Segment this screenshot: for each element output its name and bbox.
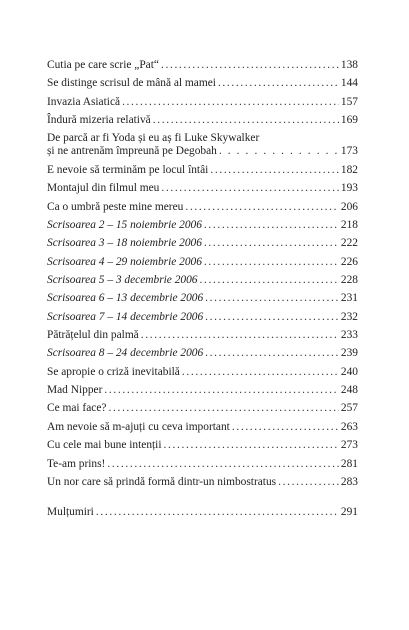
toc-entry-page: 193 <box>340 182 358 195</box>
toc-entry <box>47 384 358 397</box>
toc-entry <box>47 219 358 232</box>
toc-entry <box>47 476 358 489</box>
toc-entry-title: Invazia Asiatică <box>47 95 121 108</box>
toc-entry-line2 <box>47 145 358 158</box>
dot-leader <box>122 96 339 109</box>
dot-leader <box>219 145 339 158</box>
dot-leader <box>199 274 338 287</box>
toc-entry <box>47 421 358 434</box>
toc-entry-title: Scrisoarea 4 – 29 noiembrie 2006 <box>47 255 202 268</box>
toc-entry <box>47 201 358 214</box>
toc-entry <box>47 132 358 158</box>
dot-leader <box>205 347 339 360</box>
section-gap <box>47 494 358 505</box>
table-of-contents <box>47 59 358 524</box>
dot-leader <box>205 311 339 324</box>
toc-entry-title: Montajul din filmul meu <box>47 182 160 195</box>
toc-entry-acknowledgements <box>47 506 358 519</box>
dot-leader <box>210 164 339 177</box>
toc-entry <box>47 59 358 72</box>
dot-leader <box>204 256 339 269</box>
toc-entry-page: 291 <box>340 505 358 518</box>
toc-entry <box>47 347 358 360</box>
toc-entry-title: Cutia pe care scrie „Pat“ <box>47 59 159 71</box>
toc-entry <box>47 366 358 379</box>
toc-entry-page: 157 <box>340 95 358 108</box>
dot-leader <box>232 421 339 434</box>
toc-entry <box>47 311 358 324</box>
toc-entry-title: Scrisoarea 8 – 24 decembrie 2006 <box>47 347 204 360</box>
toc-entry-title-line1: De parcă ar fi Yoda și eu aș fi Luke Skywalker <box>47 132 260 145</box>
toc-entry <box>47 77 358 90</box>
toc-entry <box>47 164 358 177</box>
dot-leader <box>104 384 339 397</box>
toc-entry-page: 281 <box>340 457 358 470</box>
toc-entry-page: 257 <box>340 402 358 415</box>
toc-entry-title: Scrisoarea 2 – 15 noiembrie 2006 <box>47 218 202 231</box>
dot-leader <box>161 182 339 195</box>
toc-entry-title: Pătrățelul din palmă <box>47 329 139 342</box>
toc-entry <box>47 292 358 305</box>
toc-entry <box>47 96 358 109</box>
dot-leader <box>161 59 339 72</box>
toc-entry-title: Scrisoarea 5 – 3 decembrie 2006 <box>47 273 198 286</box>
dot-leader <box>204 219 339 232</box>
toc-entry-page: 228 <box>340 273 358 286</box>
toc-entry-title: Se distinge scrisul de mână al mamei <box>47 77 216 90</box>
toc-entry-page: 233 <box>340 329 358 342</box>
toc-entry-page: 138 <box>340 59 358 71</box>
dot-leader <box>204 237 339 250</box>
toc-entry-page: 263 <box>340 420 358 433</box>
toc-entry-page: 206 <box>340 200 358 213</box>
toc-entry-title: Îndură mizeria relativă <box>47 114 151 127</box>
toc-entry-page: 273 <box>340 439 358 452</box>
toc-entry <box>47 458 358 471</box>
dot-leader <box>205 292 339 305</box>
toc-entry-page: 248 <box>340 384 358 397</box>
dot-leader <box>218 77 339 90</box>
toc-entry <box>47 439 358 452</box>
toc-entry-title: Ca o umbră peste mine mereu <box>47 200 184 213</box>
toc-entry-title: Scrisoarea 6 – 13 decembrie 2006 <box>47 292 204 305</box>
toc-entry-page: 232 <box>340 310 358 323</box>
toc-entry-page: 239 <box>340 347 358 360</box>
toc-entry-title: Ce mai face? <box>47 402 107 415</box>
toc-entry-title: Mulțumiri <box>47 505 94 518</box>
dot-leader <box>182 366 339 379</box>
dot-leader <box>185 201 339 214</box>
toc-entry-title-line2: și ne antrenăm împreună pe Degobah <box>47 145 217 158</box>
toc-entry-page: 222 <box>340 237 358 250</box>
toc-entry-title: Se apropie o criză inevitabilă <box>47 365 180 378</box>
dot-leader <box>278 476 339 489</box>
toc-entry <box>47 274 358 287</box>
toc-entry <box>47 114 358 127</box>
toc-entry-title: Am nevoie să m-ajuți cu ceva important <box>47 420 230 433</box>
toc-entry-page: 182 <box>340 163 358 176</box>
dot-leader <box>96 506 339 519</box>
toc-entry-title: Mad Nipper <box>47 384 103 397</box>
toc-entry-title: Un nor care să prindă formă dintr-un nimbostratus <box>47 475 277 488</box>
dot-leader <box>141 329 339 342</box>
toc-entry-page: 283 <box>340 475 358 488</box>
toc-entry <box>47 329 358 342</box>
toc-entry-page: 231 <box>340 292 358 305</box>
toc-entry-page: 169 <box>340 114 358 127</box>
toc-entry <box>47 256 358 269</box>
toc-entry-title: E nevoie să terminăm pe locul întâi <box>47 163 209 176</box>
toc-entry-title: Scrisoarea 7 – 14 decembrie 2006 <box>47 310 204 323</box>
toc-entry-page: 144 <box>340 77 358 90</box>
dot-leader <box>164 439 339 452</box>
toc-entry-page: 173 <box>340 145 358 158</box>
dot-leader <box>108 402 338 415</box>
toc-entry-title: Cu cele mai bune intenții <box>47 439 162 452</box>
toc-entry-title: Te-am prins! <box>47 457 106 470</box>
toc-entry-page: 218 <box>340 218 358 231</box>
toc-entry-page: 240 <box>340 365 358 378</box>
toc-entry-title: Scrisoarea 3 – 18 noiembrie 2006 <box>47 237 202 250</box>
toc-entry <box>47 182 358 195</box>
toc-entry <box>47 237 358 250</box>
toc-entry-page: 226 <box>340 255 358 268</box>
toc-entry <box>47 402 358 415</box>
dot-leader <box>107 458 339 471</box>
dot-leader <box>153 114 339 127</box>
